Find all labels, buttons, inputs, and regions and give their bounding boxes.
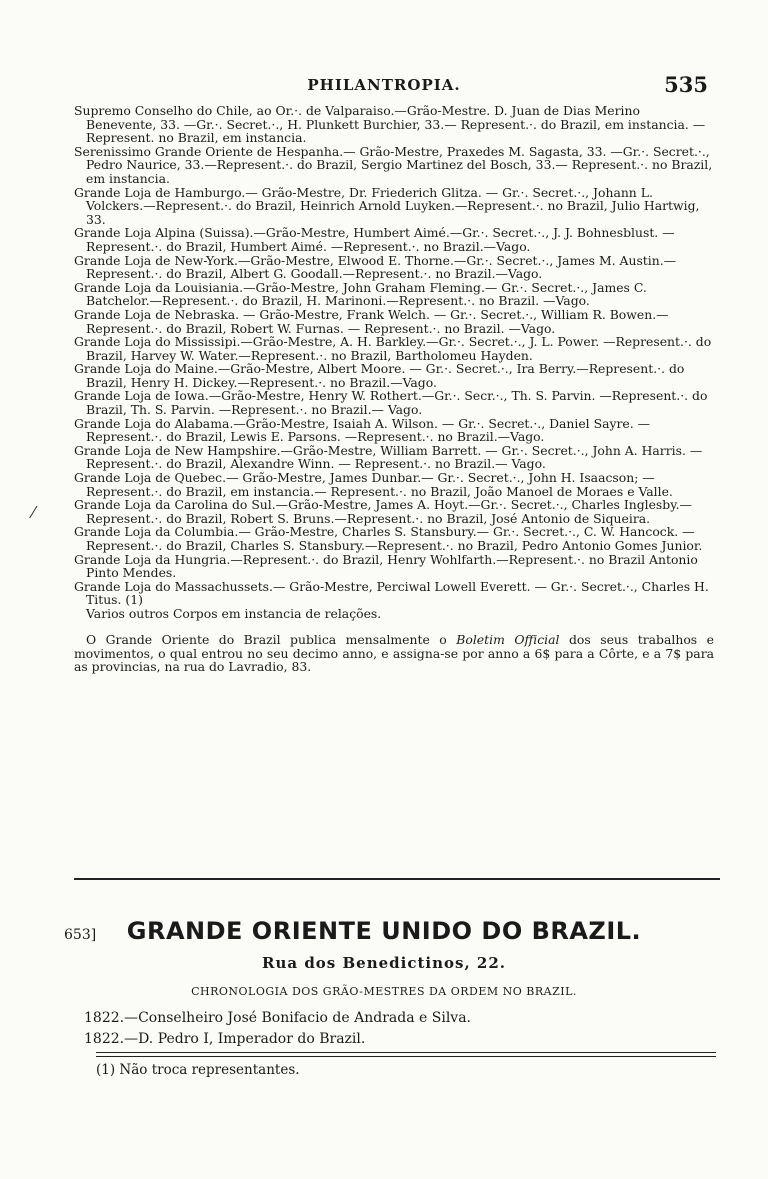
list-item: Serenissimo Grande Oriente de Hespanha.— Grão-Mestre, Praxedes M. Sagasta, 33. —Gr.·. Secret.·., Pedro Naurice, 33.—Represent.·. do Brazil, Sergio Martinez del Bosch, 33.— Represent.·. no Brazil, em instancia. [74,143,713,186]
boletim-text-after: dos seus trabalhos e movimentos, o qual entrou no seu decimo anno, e assigna-se por anno a 6$ para a Côrte, e a 7$ para as provincias, na rua do Lavradio, 83. [74,631,714,675]
list-item: Grande Loja da Hungria.—Represent.·. do Brazil, Henry Wohlfarth.—Represent.·. no Brazil Antonio Pinto Mendes. [74,551,698,581]
list-item: Grande Loja de New-York.—Grão-Mestre, Elwood E. Thorne.—Gr.·. Secret.·., James M. Austin.— Represent.·. do Brazil, Albert G. Goodall.—Represent.·. no Brazil.—Vago. [74,252,677,282]
chronology-heading: CHRONOLOGIA DOS GRÃO-MESTRES DA ORDEM NO BRAZIL. [191,985,577,998]
section-address: Rua dos Benedictinos, 22. [262,954,506,972]
list-item: Grande Loja de Iowa.—Grão-Mestre, Henry W. Rothert.—Gr.·. Secr.·., Th. S. Parvin. —Represent.·. do Brazil, Th. S. Parvin. —Represent.·. no Brazil.— Vago. [74,388,708,418]
list-item: Grande Loja do Alabama.—Grão-Mestre, Isaiah A. Wilson. — Gr.·. Secret.·., Daniel Sayre. — Represent.·. do Brazil, Lewis E. Parsons. —Represent.·. no Brazil.—Vago. [74,415,650,445]
lodge-entries-list [74,104,714,686]
list-item: Supremo Conselho do Chile, ao Or.·. de Valparaiso.—Grão-Mestre. D. Juan de Dias Merino Benevente, 33. —Gr.·. Secret.·., H. Plunkett Burchier, 33.— Represent.·. do Brazil, em instancia. —Represent. no Brazil, em instancia. [74,103,706,146]
list-item: Grande Loja de Hamburgo.— Grão-Mestre, Dr. Friederich Glitza. — Gr.·. Secret.·., Johann L. Volckers.—Represent.·. do Brazil, Heinrich Arnold Luyken.—Represent.·. no Brazil, Julio Hartwig, 33. [74,184,700,227]
boletim-title: Boletim Official [456,631,560,647]
footnote-divider [96,1052,716,1053]
chronology-item: 1822.—D. Pedro I, Imperador do Brazil. [84,1031,366,1047]
section-title: GRANDE ORIENTE UNIDO DO BRAZIL. [126,917,642,945]
list-item: Grande Loja do Massachussets.— Grão-Mestre, Perciwal Lowell Everett. — Gr.·. Secret.·., Charles H. Titus. (1) [74,578,709,608]
list-item: Grande Loja de Quebec.— Grão-Mestre, James Dunbar.— Gr.·. Secret.·., John H. Isaacson; — Represent.·. do Brazil, em instancia.— Represent.·. no Brazil, João Manoel de Moraes e Valle. [74,470,673,499]
list-item: Grande Loja Alpina (Suissa).—Grão-Mestre, Humbert Aimé.—Gr.·. Secret.·., J. J. Bohnesblust. —Represent.·. do Brazil, Humbert Aimé. —Represent.·. no Brazil.—Vago. [74,225,675,254]
margin-pencil-mark: ⁄ [32,503,35,522]
page-number: 535 [664,72,708,97]
list-item: Grande Loja da Carolina do Sul.—Grão-Mestre, James A. Hoyt.—Gr.·. Secret.·., Charles Inglesby.—Represent.·. do Brazil, Robert S. Bruns.—Represent.·. no Brazil, José Antonio de Siqueira. [74,497,692,526]
list-item: Grande Loja do Mississipi.—Grão-Mestre, A. H. Barkley.—Gr.·. Secret.·., J. L. Power. —Represent.·. do Brazil, Harvey W. Water.—Represent.·. no Brazil, Bartholomeu Hayden. [74,334,712,363]
list-item: Varios outros Corpos em instancia de relações. [86,605,382,621]
footnote: (1) Não troca representantes. [96,1062,300,1078]
list-item: Grande Loja da Columbia.— Grão-Mestre, Charles S. Stansbury.— Gr.·. Secret.·., C. W. Hancock. — Represent.·. do Brazil, Charles S. Stansbury.—Represent.·. no Brazil, Pedro Antonio Gomes Junior. [74,524,703,553]
section-divider [74,878,720,880]
list-item: Grande Loja de New Hampshire.—Grão-Mestre, William Barrett. — Gr.·. Secret.·., John A. Harris. — Represent.·. do Brazil, Alexandre Winn. — Represent.·. no Brazil.— Vago. [74,442,703,472]
running-header-title: PHILANTROPIA. [307,76,461,94]
list-item: Grande Loja da Louisiania.—Grão-Mestre, John Graham Fleming.— Gr.·. Secret.·., James C. Batchelor.—Represent.·. do Brazil, H. Marinoni.—Represent.·. no Brazil. —Vago. [74,279,647,309]
list-item: Grande Loja do Maine.—Grão-Mestre, Albert Moore. — Gr.·. Secret.·., Ira Berry.—Represent.·. do Brazil, Henry H. Dickey.—Represent.·. no Brazil.—Vago. [74,361,685,390]
boletim-paragraph [74,633,714,674]
footnote-divider-thin [96,1056,716,1057]
list-item: Grande Loja de Nebraska. — Grão-Mestre, Frank Welch. — Gr.·. Secret.·., William R. Bowen.— Represent.·. do Brazil, Robert W. Furnas. — Represent.·. no Brazil. —Vago. [74,306,669,336]
chronology-list [84,1008,471,1050]
chronology-item: 1822.—Conselheiro José Bonifacio de Andrada e Silva. [84,1010,472,1026]
section-number: 653] [64,927,97,943]
boletim-text-before: O Grande Oriente do Brazil publica mensalmente o [86,631,457,647]
